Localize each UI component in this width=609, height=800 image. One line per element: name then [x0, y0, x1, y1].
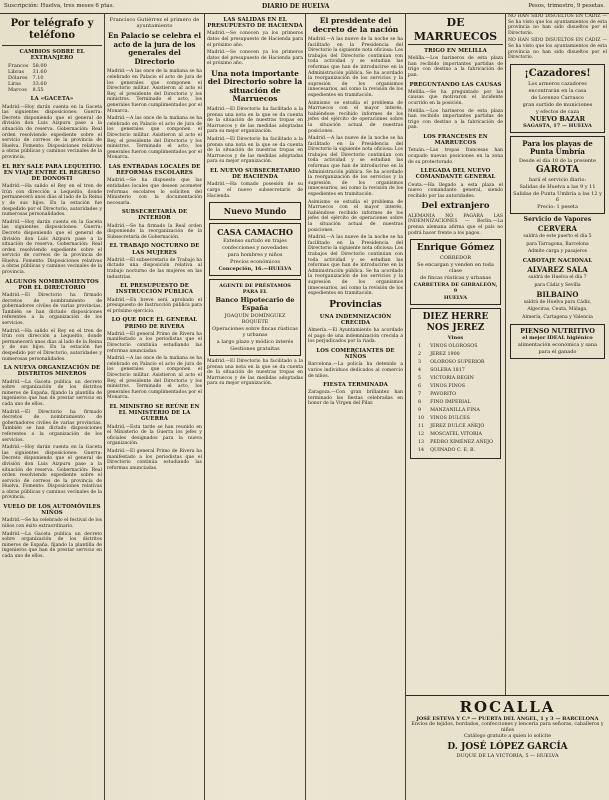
section-title: CABOTAJE NACIONAL: [522, 257, 593, 264]
list-item: 10 VINOS DULCES: [417, 416, 470, 422]
headline-marruecos: DE MARRUECOS: [408, 16, 503, 45]
ad-vinos-jerez: [410, 308, 501, 459]
ad-casa-camacho: [209, 223, 301, 276]
ship-text: para Tarragona, Barcelona: [526, 241, 589, 247]
ad-cazadores: [510, 64, 605, 133]
article-text: Madrid.—A las once de la mañana se ha celebrado en Palacio el acto de jura de los generales que componen el Directorio militar. Asistieron al acto el Rey, el presidente del Directorio y los ministros. Terminado el acto, los generales fueron cumplimentados por el Monarca.: [107, 69, 202, 114]
section-title: EL PRESUPUESTO DE INSTRUCCIÓN PÚBLICA: [115, 283, 194, 296]
article-text: Barcelona.—La policía ha detenido a varios individuos dedicados al comercio de niños.: [308, 362, 403, 379]
market-row: Libras 31.60: [8, 69, 47, 76]
article-text: Ceuta.—Ha llegado a esta plaza el nuevo comandante general, siendo recibido por las autoridades.: [408, 182, 503, 199]
ad-title: ¡Cazadores!: [524, 67, 591, 79]
section-title: LAS ENTRADAS LOCALES DE REFORMAS ESCOLARES: [108, 163, 201, 177]
ad-line: Salidas de Punta Umbría a las 12 y 6: [513, 190, 602, 203]
ad-punta-umbria: [510, 136, 605, 214]
column-intro: Francisco Gutiérrez el primero de ayuntamiento: [109, 17, 200, 30]
section-title: LOS FRANCESES EN MARRUECOS: [423, 133, 488, 147]
section-title: UNA INDEMNIZACIÓN CRECIDA: [319, 313, 392, 326]
ship-name: BILBAINO: [536, 289, 579, 299]
ad-line: confecciones y novedades: [222, 245, 288, 252]
article-text: Madrid.—A las nueve de la noche se ha facilitado en la Presidencia del Directorio la siguiente nota oficiosa: Los trabajos del Directorio continúan con toda actividad y se estudian las reformas que han de introducirse en la Administración pública. Se ha acordado la reorganización de los servicios y la supresión de los organismos innecesarios, así como la revisión de los expedientes en tramitación.: [308, 136, 403, 198]
ad-line: Se encargan y venden en toda clase: [417, 262, 494, 275]
section-title: EL NUEVO SUBSECRETARIO DE HACIENDA: [210, 167, 300, 181]
article-text: Madrid.—Ha salido el Rey en el tren de Irún con dirección a Lequeitio, donde permanecerá unos días al lado de la Reina y de sus hijos. En la estación fue despedido por el Directorio, autoridades y numerosas personalidades.: [2, 184, 102, 218]
ship-text: Almería, Cartagena y Valencia: [522, 314, 593, 320]
ad-line: Catálogo gratuito a quien lo solicite: [463, 734, 552, 740]
ad-line: para hombres y niños: [227, 252, 283, 259]
article-text: Madrid.—El Directorio ha facilitado a la prensa una nota en la que se da cuenta de la situación de nuestras tropas en Marruecos y de las medidas adoptadas para su mejor organización.: [207, 359, 303, 387]
ship-text: para Cádiz y Sevilla: [534, 282, 581, 288]
ad-rocalla: [405, 695, 609, 800]
ad-line: Envíos de tejidos, bordados, confecciones y lencería para señoras, caballeros y niños: [411, 722, 604, 734]
list-item: 13 PEDRO XIMÉNEZ AÑEJO: [417, 440, 494, 446]
ad-title: Nuevo Mundo: [223, 206, 287, 217]
article-text: Madrid.—Se conocen ya los primeros datos del presupuesto de Hacienda para el próximo año.: [207, 50, 303, 67]
section-title: TRIGO EN MELILLA: [424, 48, 487, 54]
list-item: 9 MANZANILLA FINA: [417, 408, 480, 414]
section-title: LOS COMERCIANTES DE NIÑOS: [316, 347, 395, 361]
ad-subtitle: Vinos: [447, 335, 464, 342]
ad-title: Enrique Gómez: [416, 243, 495, 254]
article-text: Madrid.—Ha tomado posesión de su cargo el nuevo subsecretario de Hacienda.: [207, 182, 303, 199]
article-text: Melilla.—Los harineros de esta plaza han recibido importantes partidas de trigo con destino a la fabricación de pan.: [408, 108, 503, 131]
list-item: 11 JEREZ DULCE AÑEJO: [417, 424, 485, 430]
list-item: 8 FINO IMPERIAL: [417, 400, 471, 406]
article-text: Madrid.—La Gaceta publica un decreto sobre organización de los distritos mineros de España, fijando la plantilla de ingenieros que han de prestar servicio en cada uno de ellos.: [2, 379, 102, 407]
ad-line: JOAQUÍN DOMÍNGUEZ ROQUETE: [224, 313, 286, 326]
ad-line: Precio: 1 peseta: [537, 203, 578, 210]
ship-text: saldrá de Huelva el día 7: [528, 275, 587, 281]
ad-line: para el ganado: [538, 348, 577, 355]
masthead: [0, 0, 609, 14]
article-text: Madrid.—El Directorio ha firmado decretos de nombramiento de gobernadores civiles de varias provincias. También se han dictado disposiciones referentes a la organización de los servicios.: [2, 409, 102, 443]
ad-line: encontrarán en la casa: [528, 87, 587, 94]
article-text: Madrid.—Se ha firmado la Real orden disponiendo la reorganización de la Subsecretaría de Gobernación.: [107, 223, 202, 240]
article-text: Madrid.—A las once de la mañana se ha celebrado en Palacio el acto de jura de los generales que componen el Directorio militar. Asistieron al acto el Rey, el presidente del Directorio y los ministros. Terminado el acto, los generales fueron cumplimentados por el Monarca.: [107, 356, 202, 401]
masthead-right: Pesos, trimestre, 9 pesetas.: [528, 3, 605, 9]
list-item: 2 JEREZ 1900: [417, 352, 460, 358]
article-text: ALEMANIA NO PAGARÁ LAS INDEMNIZACIONES — Berlín.—La prensa alemana afirma que el país no podrá hacer frente a los pagos.: [408, 213, 503, 236]
ad-address: Concepción, 16.—HUELVA: [218, 266, 292, 273]
ad-title: CASA CAMACHO: [217, 227, 293, 238]
ship-text: Admite carga y pasajeros: [527, 249, 588, 255]
section-title: LA «GACETA»: [30, 96, 74, 103]
ad-title: PIENSO NUTRITIVO: [520, 326, 595, 335]
ad-boat: GAROTA: [535, 164, 580, 175]
article-text: Zaragoza.—Con gran brillantez han terminado las fiestas celebradas en honor de la Virgen del Pilar.: [308, 390, 403, 407]
ad-line: Los armeros cazadores: [528, 80, 587, 87]
section-title: LAS SALIDAS EN EL PRESUPUESTO DE HACIENDA: [207, 17, 303, 30]
ad-line: Extenso surtido en trajes: [223, 238, 287, 245]
list-item: 14 QUINADO C. E. B.: [417, 448, 476, 454]
section-title: EL REY SALE PARA LEQUEITIO. EN VIAJE ENTRE EL REGRESO DE DONOSTI: [2, 163, 102, 182]
ad-subtitle: CORREDOR: [440, 255, 471, 262]
ad-representative: D. JOSÉ LÓPEZ GARCÍA: [447, 742, 568, 753]
wine-list: [414, 342, 497, 456]
section-provincias: Provincias: [329, 299, 382, 310]
column-1: [0, 14, 104, 800]
section-extranjero: Del extranjero: [421, 201, 490, 212]
section-title: ALGUNOS NOMBRAMIENTOS POR EL DIRECTORIO: [5, 278, 99, 291]
ad-shop: NUEVO BAZAR: [529, 114, 586, 123]
article-text: Madrid.—A las nueve de la noche se ha facilitado en la Presidencia del Directorio la siguiente nota oficiosa: Los trabajos del Directorio continúan con toda actividad y se estudian las reformas que han de introducirse en la Administración pública. Se ha acordado la reorganización de los servicios y la supresión de los organismos innecesarios, así como la revisión de los expedientes en tramitación.: [308, 235, 403, 297]
market-row: Dólares 7.10: [8, 75, 44, 82]
section-title: LA NUEVA ORGANIZACIÓN DE DISTRITOS MINEROS: [3, 365, 101, 378]
article-text: Madrid.—Hoy darán cuenta en la Gaceta las siguientes disposiciones: Guerra: Decreto disponiendo que el general de división don Luis Aizpuru pase a la situación de reserva. Gobernación: Real orden resolviendo expediente sobre el servicio de correos de la provincia de Huelva. Fomento: Disposiciones relativas a obras públicas y caminos vecinales de la provincia.: [2, 445, 102, 501]
ad-line: hará el servicio diario:: [528, 176, 587, 183]
ad-address: SAGASTA, 17 — HUELVA: [523, 122, 592, 129]
masthead-left: Suscripción: Huelva, tres meses 6 ptas.: [4, 3, 115, 9]
ad-line: JOSÉ ESTEVA Y C.ª — PUERTA DEL ÁNGEL, 1 y 3 — BARCELONA: [416, 716, 599, 722]
ship-name: CERVERA: [537, 223, 578, 233]
ad-line: de Lorenzo Carrasco: [531, 94, 584, 101]
list-item: 6 VINOS FINOS: [417, 384, 466, 390]
column-4: [305, 14, 405, 800]
ad-address: DUQUE DE LA VICTORIA, 5 — HUELVA: [456, 753, 559, 760]
ad-line: a largo plazo y módico interés: [216, 339, 294, 346]
section-title: EL MINISTRO SE REÚNE EN EL MINISTERIO DE LA GUERRA: [109, 403, 200, 423]
ad-title: Para los playas de Punta Umbría: [522, 138, 593, 157]
ad-line: CARRETERA DE GIBRALEÓN, 9: [413, 282, 498, 295]
list-item: 12 MOSCATEL VITORIA: [417, 432, 482, 438]
article-text: Madrid.—A las nueve de la noche se ha facilitado en la Presidencia del Directorio la siguiente nota oficiosa: Los trabajos del Directorio continúan con toda actividad y se estudian las reformas que han de introducirse en la Administración pública. Se ha acordado la reorganización de los servicios y la supresión de los organismos innecesarios, así como la revisión de los expedientes en tramitación.: [308, 37, 403, 98]
headline-telegrafo: Por telégrafo y teléfono: [10, 18, 94, 41]
ad-line: y efectos de caza: [535, 108, 580, 115]
section-title: FIESTA TERMINADA: [323, 382, 388, 389]
article-text: Madrid.—La Gaceta publica un decreto sobre organización de los distritos mineros de España, fijando la plantilla de ingenieros que han de prestar servicio en cada uno de ellos.: [2, 531, 102, 560]
ad-brand: ROCALLA: [459, 698, 556, 716]
headline-nota-directorio: Una nota importante del Directorio sobre la situación de Marruecos: [207, 68, 303, 104]
article-text: Asimismo se estudia el problema de Marruecos con el mayor interés, habiéndose recibido informes de los jefes del ejército de operaciones sobre la situación actual de nuestras posiciones.: [308, 199, 403, 233]
masthead-title: DIARIO DE HUELVA: [262, 3, 330, 10]
column-6: [505, 14, 609, 800]
list-item: 3 OLOROSO SUPERIOR: [417, 360, 485, 366]
article-text: Tetuán.—Las tropas francesas han ocupado nuevas posiciones en la zona de su protectorado.: [408, 148, 503, 165]
ad-line: gran surtido de municiones: [522, 101, 593, 108]
market-row: Marcos 8.55: [8, 87, 44, 94]
article-text: Madrid.—En breve será aprobado el presupuesto de Instrucción pública para el próximo ejercicio.: [107, 297, 202, 314]
section-title: VUELO DE LOS AUTOMÓVILES NIÑOS: [3, 504, 101, 517]
column-5: [405, 14, 505, 800]
ad-pienso: [510, 324, 605, 359]
article-text: Melilla.—Se ha preguntado por las causas que motivaron el incidente ocurrido en la posición.: [408, 89, 503, 106]
markets-title: CAMBIOS SOBRE EL EXTRANJERO: [19, 49, 85, 62]
article-text: Madrid.—El general Primo de Rivera ha manifestado a los periodistas que el Directorio continúa estudiando las reformas anunciadas.: [107, 331, 202, 354]
column-3: [204, 14, 305, 800]
divider: [2, 45, 102, 46]
article-text: Madrid.—El Directorio ha facilitado a la prensa una nota en la que se da cuenta de la situación de nuestras tropas en Marruecos y de las medidas adoptadas para su mejor organización.: [207, 106, 303, 135]
article-text: Madrid.—Hoy darán cuenta en la Gaceta las siguientes disposiciones: Guerra: Decreto disponiendo que el general de división don Luis Aizpuru pase a la situación de reserva. Gobernación: Real orden resolviendo expediente sobre el servicio de correos de la provincia de Huelva. Fomento: Disposiciones relativas a obras públicas y caminos vecinales de la provincia.: [2, 104, 102, 160]
article-text: NO HAN SIDO DISUELTOS EN CÁDIZ — Se ha visto que los ayuntamientos de esta provincia no han sido disueltos por el Directorio.: [508, 14, 607, 36]
ship-text: Algeciras, Ceuta, Málaga,: [527, 307, 588, 313]
ad-line: Operaciones sobre fincas rústicas y urbanas: [212, 326, 298, 339]
article-text: Madrid.—Se ha celebrado el festival de los niños con éxito extraordinario.: [2, 518, 102, 530]
ship-text: saldrá de este puerto el día 5: [523, 234, 592, 240]
headline-presidente: El presidente del decreto de la nación: [312, 16, 399, 34]
article-text: Madrid.—Se conocen ya los primeros datos del presupuesto de Hacienda para el próximo año.: [207, 31, 303, 48]
ad-enrique-gomez: [410, 239, 501, 305]
article-text: Madrid.—A las once de la mañana se ha celebrado en Palacio el acto de jura de los generales que componen el Directorio militar. Asistieron al acto el Rey, el presidente del Directorio y los ministros. Terminado el acto, los generales fueron cumplimentados por el Monarca.: [107, 116, 202, 161]
article-text: Madrid.—El Directorio ha facilitado a la prensa una nota en la que se da cuenta de la situación de nuestras tropas en Marruecos y de las medidas adoptadas para su mejor organización.: [207, 136, 303, 165]
ad-title: AGENTE DE PRÉSTAMOS PARA EL: [219, 283, 291, 296]
section-vapores: Servicio de Vapores: [523, 215, 592, 223]
ad-line: Precios económicos: [230, 259, 280, 266]
ad-line: alimentación económica y sana: [517, 341, 598, 348]
ad-line: Salidas de Huelva a las 9 y 11: [519, 183, 596, 190]
section-title: LLEGADA DEL NUEVO COMANDANTE GENERAL: [415, 168, 496, 181]
ad-nuevo-mundo: [209, 202, 301, 220]
list-item: 4 SOLERA 1817: [417, 368, 465, 374]
section-title: LO QUE DICE EL GENERAL PRIMO DE RIVERA: [111, 317, 198, 330]
article-text: Melilla.—Los harineros de esta plaza han recibido importantes partidas de trigo con destino a la fabricación de pan.: [408, 56, 503, 78]
article-text: Madrid.—El general Primo de Rivera ha manifestado a los periodistas que el Directorio continúa estudiando las reformas anunciadas.: [107, 448, 202, 471]
ad-banco-hipotecario: [209, 279, 301, 356]
article-text: Almería.—El Ayuntamiento ha acordado el pago de una indemnización crecida a los perjudicados por la riada.: [308, 328, 403, 345]
markets-table: [6, 63, 49, 93]
article-text: Asimismo se estudia el problema de Marruecos con el mayor interés, habiéndose recibido informes de los jefes del ejército de operaciones sobre la situación actual de nuestras posiciones.: [308, 100, 403, 134]
article-text: Madrid.—Se ha dispuesto que las entidades locales que deseen acometer reformas escolares lo soliciten del Ministerio con la documentación necesaria.: [107, 178, 202, 206]
article-text: NO HAN SIDO DISUELTOS EN CÁDIZ — Se ha visto que los ayuntamientos de esta provincia no han sido disueltos por el Directorio.: [508, 38, 607, 61]
article-text: Madrid.—Esta tarde se han reunido en el Ministerio de la Guerra los jefes y oficiales designados para la nueva organización.: [107, 424, 202, 447]
headline-palacio: En Palacio se celebra el acto de la jura de los generales del Directorio: [107, 31, 202, 66]
ad-line: Gestiones gratuitas: [230, 346, 280, 353]
list-item: 5 VICTORIA REGIN: [417, 376, 474, 382]
section-title: SUBSECRETARÍA DE INTERIOR: [121, 209, 188, 222]
ship-text: saldrá de Huelva para Cádiz,: [523, 299, 592, 305]
list-item: 1 VINOS OLOROSOS: [417, 344, 478, 350]
ad-line: de fincas rústicas y urbanas: [420, 275, 491, 282]
ad-title: DIEZ HERRE NOS JEREZ: [422, 312, 489, 334]
article-text: Madrid.—El Directorio ha firmado decretos de nombramiento de gobernadores civiles de varias provincias. También se han dictado disposiciones referentes a la organización de los servicios.: [2, 293, 102, 327]
article-text: Madrid.—El subsecretario de Trabajo ha dictado una disposición relativa al trabajo nocturno de las mujeres en las industrias.: [107, 257, 202, 280]
article-text: Madrid.—Ha salido el Rey en el tren de Irún con dirección a Lequeitio, donde permanecerá unos días al lado de la Reina y de sus hijos. En la estación fue despedido por el Directorio, autoridades y numerosas personalidades.: [2, 328, 102, 362]
ad-line: HUELVA: [443, 295, 468, 302]
section-title: EL TRABAJO NOCTURNO DE LAS MUJERES: [109, 243, 200, 256]
list-item: 7 PAVORITO: [417, 392, 457, 398]
section-title: PREGUNTANDO LAS CAUSAS: [409, 81, 502, 88]
ad-subtitle: el mejor IDEAL higiénico: [522, 334, 593, 341]
market-row: Francos 58.00: [8, 63, 47, 70]
article-text: Madrid.—Hoy darán cuenta en la Gaceta las siguientes disposiciones: Guerra: Decreto disponiendo que el general de división don Luis Aizpuru pase a la situación de reserva. Gobernación: Real orden resolviendo expediente sobre el servicio de correos de la provincia de Huelva. Fomento: Disposiciones relativas a obras públicas y caminos vecinales de la provincia.: [2, 219, 102, 276]
ad-subtitle: Desde el día 10 de la presente: [519, 157, 596, 164]
ad-subtitle: Banco Hipotecario de España: [215, 296, 295, 313]
column-2: [104, 14, 204, 800]
ship-name: ALVAREZ SALA: [527, 265, 588, 275]
market-row: Liras 33.60: [8, 81, 47, 88]
